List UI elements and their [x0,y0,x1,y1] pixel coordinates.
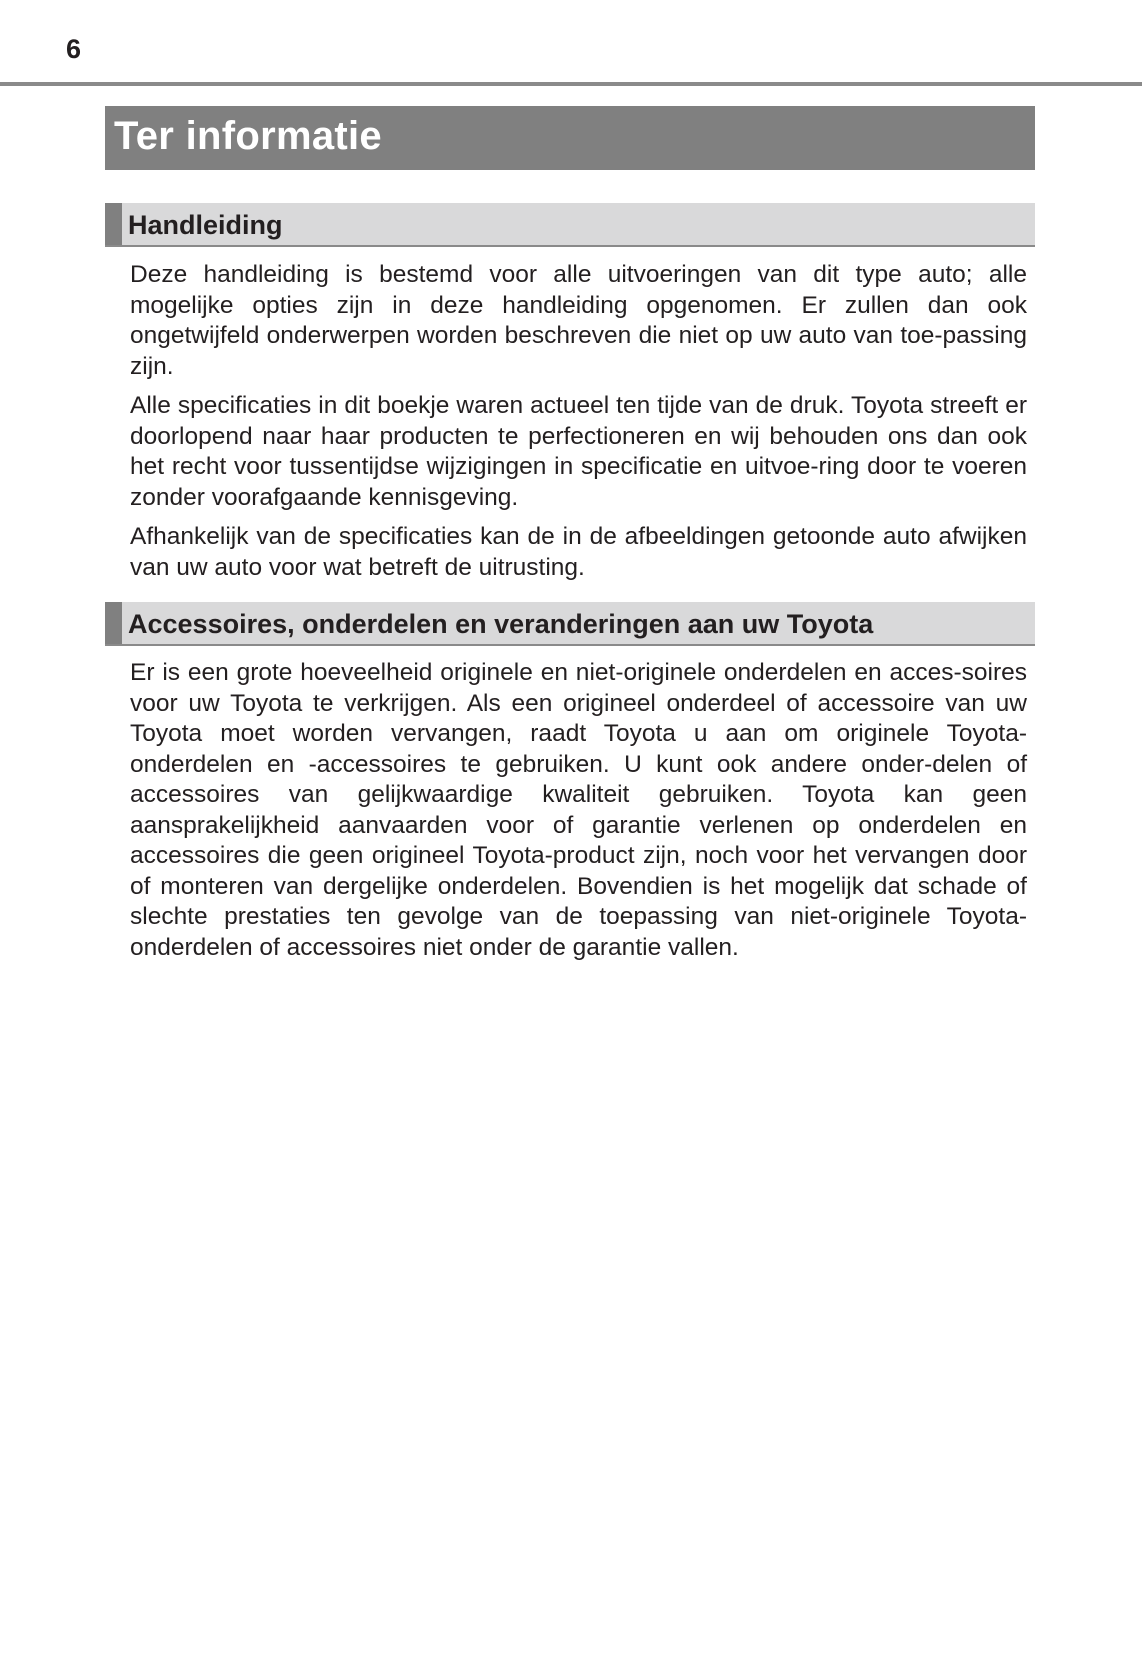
paragraph: Afhankelijk van de specificaties kan de in de afbeeldingen getoonde auto afwijken van uw auto voor wat betreft de uitrusting. [130,523,1027,581]
section-body-accessoires [130,658,1027,972]
header-rule [0,82,1142,86]
paragraph: Deze handleiding is bestemd voor alle uitvoeringen van dit type auto; alle mogelijke opties zijn in deze handleiding opgenomen. Er zullen dan ook ongetwijfeld onderwerpen worden beschreven die niet op uw auto van toe-passing zijn. [130,261,1027,380]
section-heading-accessoires [105,602,1035,646]
chapter-title-bar [105,106,1035,170]
paragraph: Alle specificaties in dit boekje waren actueel ten tijde van de druk. Toyota streeft er doorlopend naar haar producten te perfectioneren en wij behouden ons dan ook het recht voor tussentijdse wijzigingen in specificatie en uitvoe-ring door te voeren zonder voorafgaande kennisgeving. [130,392,1027,511]
section-heading-text: Accessoires, onderdelen en veranderingen aan uw Toyota [128,609,874,639]
section-body-handleiding [130,260,1027,592]
section-marker [105,602,122,644]
page-number: 6 [66,34,82,64]
section-heading-text: Handleiding [128,210,283,240]
chapter-title: Ter informatie [114,114,382,158]
section-marker [105,203,122,245]
section-heading-handleiding [105,203,1035,247]
paragraph: Er is een grote hoeveelheid originele en niet-originele onderdelen en acces-soires voor uw Toyota te verkrijgen. Als een origineel onderdeel of accessoire van uw Toyota moet worden vervangen, raadt Toyota u aan om originele Toyota-onderdelen en -accessoires te gebruiken. U kunt ook andere onder-delen of accessoires van gelijkwaardige kwaliteit gebruiken. Toyota kan geen aansprakelijkheid aanvaarden voor of garantie verlenen op onderdelen en accessoires die geen origineel Toyota-product zijn, noch voor het vervangen door of monteren van dergelijke onderdelen. Bovendien is het mogelijk dat schade of slechte prestaties ten gevolge van de toepassing van niet-originele Toyota-onderdelen of accessoires niet onder de garantie vallen. [130,659,1027,961]
